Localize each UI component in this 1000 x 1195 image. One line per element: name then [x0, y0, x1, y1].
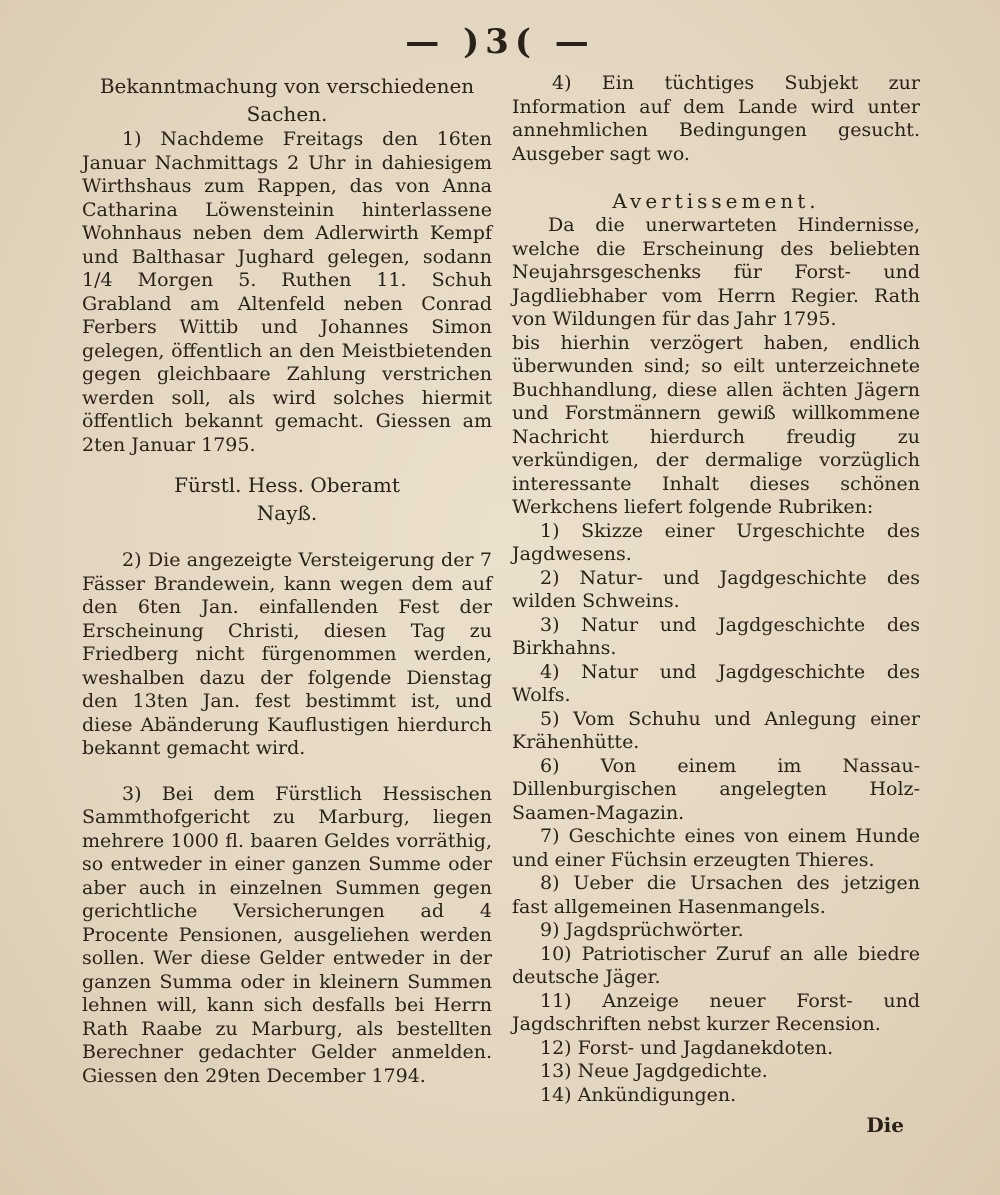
list-item: 9) Jagdsprüchwörter.: [540, 919, 744, 941]
authority-line-2: Nayß.: [256, 501, 318, 525]
notice-2: 2) Die angezeigte Versteigerung der 7 Fässer Brandewein, kann wegen dem auf den 6ten Jan. einfallenden Fest der Erscheinung Christi, diesen Tag zu Friedberg nicht fürgenommen werden, weshalben dazu der folgende Dienstag den 13ten Jan. fest bestimmt ist, und diese Abänderung Kauflustigen hierdurch bekannt gemacht wird.: [82, 549, 492, 759]
list-item: 1) Skizze einer Urgeschichte des Jagdwesens.: [512, 519, 920, 565]
list-item: 14) Ankündigungen.: [540, 1083, 737, 1106]
notice-3: 3) Bei dem Fürstlich Hessischen Sammthofgericht zu Marburg, liegen mehrere 1000 fl. baaren Geldes vorräthig, so entweder in einer ganzen Summe oder aber auch in einzelnen Summen gegen gerichtliche Versicherungen ad 4 Procente Pensionen, ausgeliehen werden sollen. Wer diese Gelder entweder in der ganzen Summa oder in kleinern Summen lehnen will, kann sich desfalls bei Herrn Rath Raabe zu Marburg, als bestellten Berechner gedachter Gelder anmelden. Giessen den 29ten December 1794.: [82, 782, 492, 1087]
list-item: 10) Patriotischer Zuruf an alle biedre deutsche Jäger.: [512, 942, 920, 988]
list-item: 13) Neue Jagdgedichte.: [540, 1060, 768, 1082]
list-item: 12) Forst- und Jagdanekdoten.: [540, 1036, 834, 1059]
list-item: 4) Natur und Jagdgeschichte des Wolfs.: [512, 660, 920, 706]
avertissement-body: bis hierhin verzögert haben, endlich überwunden sind; so eilt unterzeichnete Buchhandlung, diese allen ächten Jägern und Forstmännern gewiß willkommene Nachricht hierdurch freudig zu verkündigen, der dermalige vorzüglich interessante Inhalt dieses schönen Werkchens liefert folgende Rubriken:: [512, 331, 920, 518]
page-number-header: — )3( —: [405, 22, 595, 62]
list-item: 7) Geschichte eines von einem Hunde und einer Füchsin erzeugten Thieres.: [512, 825, 920, 871]
authority-line-1: Fürstl. Hess. Oberamt: [174, 473, 400, 497]
section-title: Bekanntmachung von verschiedenen Sachen.: [99, 74, 475, 126]
list-item: 11) Anzeige neuer Forst- und Jagdschriften nebst kurzer Recension.: [512, 989, 920, 1035]
left-column: [82, 72, 492, 1088]
list-item: 2) Natur- und Jagdgeschichte des wilden Schweins.: [512, 566, 920, 612]
list-item: 5) Vom Schuhu und Anlegung einer Krähenhütte.: [512, 707, 920, 753]
avertissement-title: Avertissement.: [612, 189, 820, 213]
list-item: 3) Natur und Jagdgeschichte des Birkhahns.: [512, 613, 920, 659]
notice-1: 1) Nachdeme Freitags den 16ten Januar Nachmittags 2 Uhr in dahiesigem Wirthshaus zum Rappen, das von Anna Catharina Löwensteinin hinterlassene Wohnhaus neben dem Adlerwirth Kempf und Balthasar Jughard gelegen, sodann 1/4 Morgen 5. Ruthen 11. Schuh Grabland am Altenfeld neben Conrad Ferbers Wittib und Johannes Simon gelegen, öffentlich an den Meistbietenden gegen gleichbaare Zahlung verstrichen werden soll, als wird solches hiermit öffentlich bekannt gemacht. Giessen am 2ten Januar 1795.: [82, 128, 492, 456]
list-item: 8) Ueber die Ursachen des jetzigen fast allgemeinen Hasenmangels.: [512, 872, 920, 918]
notice-4: 4) Ein tüchtiges Subjekt zur Information auf dem Lande wird unter annehmlichen Bedingungen gesucht. Ausgeber sagt wo.: [512, 72, 920, 165]
avertissement-intro: Da die unerwarteten Hindernisse, welche die Erscheinung des beliebten Neujahrsgeschenks für Forst- und Jagdliebhaber vom Herrn Regier. Rath von Wildungen für das Jahr 1795.: [512, 214, 920, 330]
catchword: Die: [866, 1113, 904, 1137]
list-item: 6) Von einem im Nassau-Dillenburgischen angelegten Holz-Saamen-Magazin.: [512, 754, 920, 824]
rubric-list: [512, 520, 920, 1108]
right-column: [512, 72, 920, 1107]
